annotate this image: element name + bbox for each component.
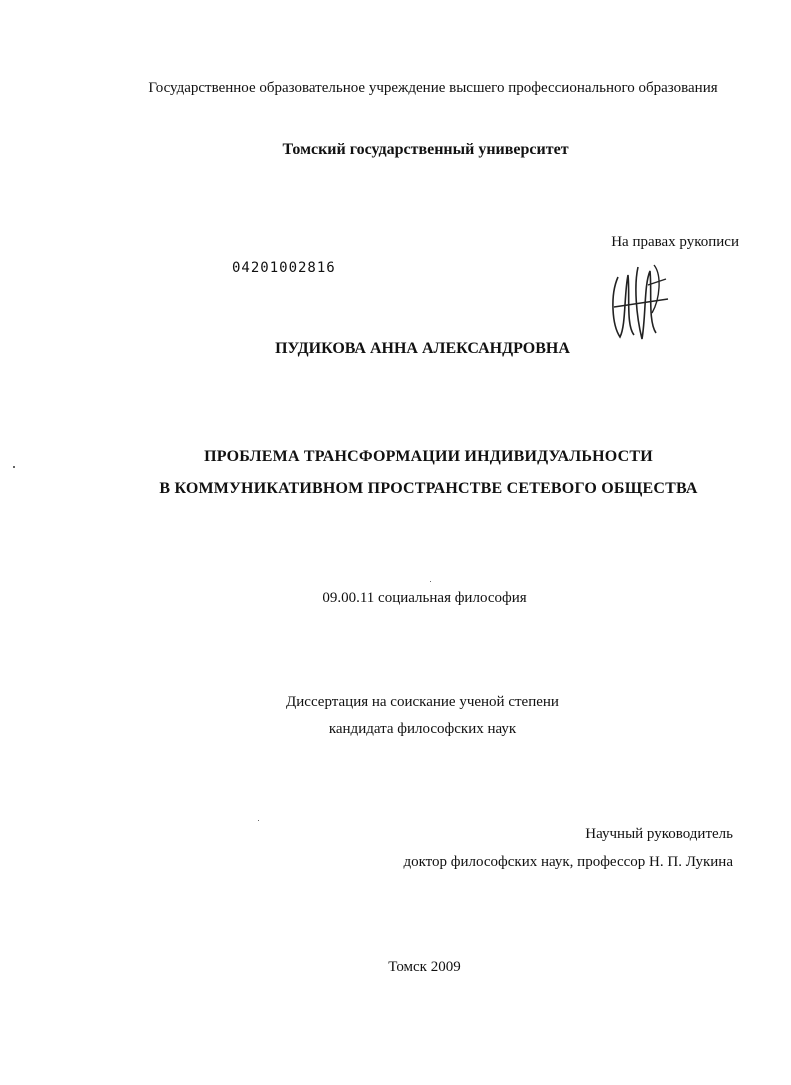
specialty-code: 09.00.11 социальная философия — [322, 590, 527, 606]
rights-note: На правах рукописи — [611, 234, 739, 250]
university-name: Томский государственный университет — [282, 141, 569, 158]
city-year: Томск 2009 — [388, 959, 461, 975]
supervisor-role: Научный руководитель — [585, 826, 733, 842]
handwritten-signature — [604, 255, 674, 345]
author-name: ПУДИКОВА АННА АЛЕКСАНДРОВНА — [275, 340, 570, 357]
registration-number: 04201002816 — [232, 260, 336, 276]
thesis-title-line-2: В КОММУНИКАТИВНОМ ПРОСТРАНСТВЕ СЕТЕВОГО ОБЩЕСТВА — [159, 480, 698, 497]
scan-speck — [13, 466, 15, 468]
degree-line-2: кандидата философских наук — [328, 721, 517, 737]
supervisor-name: доктор философских наук, профессор Н. П. Лукина — [403, 854, 733, 870]
degree-line-1: Диссертация на соискание ученой степени — [286, 694, 559, 710]
thesis-title-line-1: ПРОБЛЕМА ТРАНСФОРМАЦИИ ИНДИВИДУАЛЬНОСТИ — [204, 448, 653, 465]
scan-speck — [258, 820, 259, 821]
institution-line: Государственное образовательное учреждение высшего профессионального образования — [148, 80, 718, 96]
scan-speck — [430, 581, 431, 582]
